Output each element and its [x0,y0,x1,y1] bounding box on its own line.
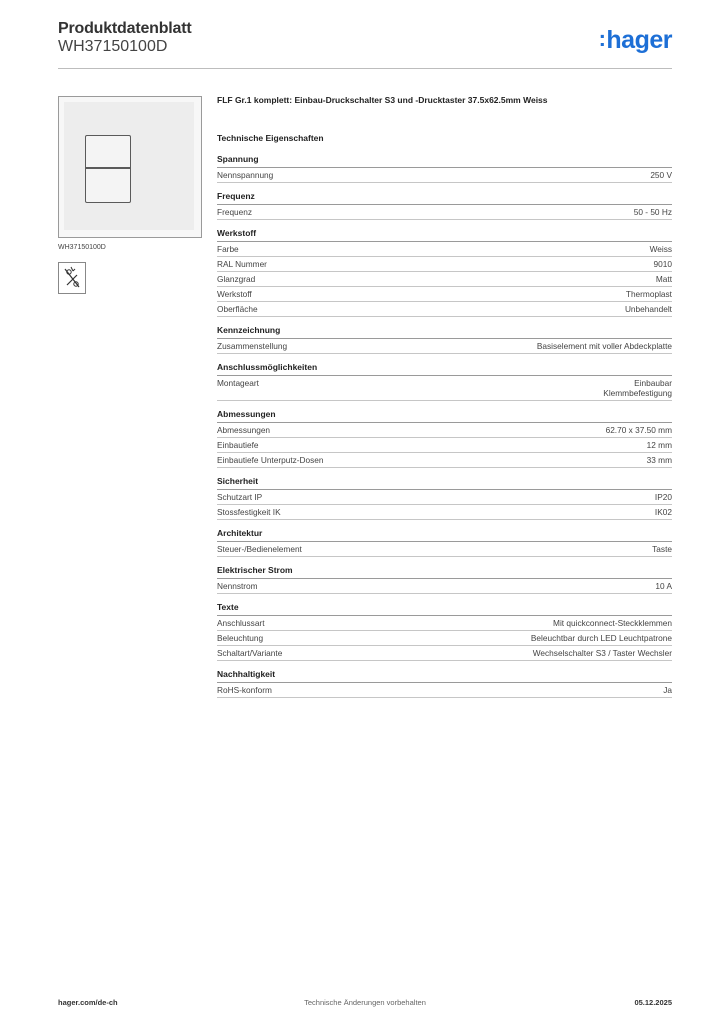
spec-label: Einbautiefe Unterputz-Dosen [217,455,324,465]
spec-row [217,631,672,646]
spec-row [217,168,672,183]
product-image [58,96,202,238]
spec-row [217,205,672,220]
footer-date: 05.12.2025 [634,998,672,1007]
spec-section-title: Anschlussmöglichkeiten [217,362,672,376]
spec-section-title: Nachhaltigkeit [217,669,672,683]
spec-row [217,257,672,272]
page-title: Produktdatenblatt [58,20,192,37]
rocker-split [86,167,130,169]
header-divider [58,68,672,69]
spec-section [217,409,672,468]
spec-section-title: Sicherheit [217,476,672,490]
spec-row [217,542,672,557]
spec-section [217,476,672,520]
spec-value: 50 - 50 Hz [633,207,672,217]
spec-section-title: Elektrischer Strom [217,565,672,579]
spec-label: Glanzgrad [217,274,256,284]
spec-section-title: Architektur [217,528,672,542]
spec-section [217,565,672,594]
product-image-caption: WH37150100D [58,244,106,251]
spec-value: Beleuchtbar durch LED Leuchtpatrone [530,633,672,643]
spec-value: Unbehandelt [624,304,672,314]
spec-sections [217,154,672,698]
spec-section-title: Texte [217,602,672,616]
footer-disclaimer: Technische Änderungen vorbehalten [304,998,426,1007]
spec-section-title: Kennzeichnung [217,325,672,339]
spec-row [217,453,672,468]
spec-label: Nennstrom [217,581,258,591]
spec-label: Abmessungen [217,425,271,435]
spec-label: Montageart [217,378,259,388]
spec-label: Stossfestigkeit IK [217,507,281,517]
spec-value: Einbaubar Klemmbefestigung [603,378,672,398]
section-heading-technical: Technische Eigenschaften [217,133,324,143]
spec-value: 250 V [650,170,672,180]
spec-row [217,490,672,505]
spec-section [217,325,672,354]
spec-section-title: Frequenz [217,191,672,205]
footer-website-link[interactable]: hager.com/de-ch [58,998,118,1007]
spec-section [217,154,672,183]
spec-section-title: Werkstoff [217,228,672,242]
cover-plate [64,102,194,230]
spec-value: Ja [663,685,672,695]
spec-label: Farbe [217,244,239,254]
page-header [58,20,672,70]
spec-section [217,228,672,317]
electrical-connection-icon [58,262,86,294]
spec-row [217,579,672,594]
spec-label: Frequenz [217,207,253,217]
spec-row [217,505,672,520]
spec-value: IK02 [654,507,672,517]
spec-section [217,669,672,698]
spec-value: 62.70 x 37.50 mm [605,425,672,435]
spec-label: Beleuchtung [217,633,264,643]
spec-section [217,602,672,661]
page-footer [58,998,672,1010]
spec-value: Matt [655,274,672,284]
spec-label: Zusammenstellung [217,341,288,351]
spec-row [217,242,672,257]
product-description: FLF Gr.1 komplett: Einbau-Druckschalter S3 und -Drucktaster 37.5x62.5mm Weiss [217,95,548,105]
spec-row [217,646,672,661]
spec-section-title: Abmessungen [217,409,672,423]
switch-rocker [85,135,131,203]
spec-section [217,528,672,557]
spec-row [217,683,672,698]
spec-section [217,362,672,401]
spec-value: IP20 [654,492,672,502]
spec-value: 10 A [655,581,672,591]
spec-row [217,287,672,302]
spec-row [217,376,672,401]
spec-label: Steuer-/Bedienelement [217,544,302,554]
spec-label: Anschlussart [217,618,265,628]
spec-value: Basiselement mit voller Abdeckplatte [536,341,672,351]
spec-value: Weiss [649,244,672,254]
spec-row [217,438,672,453]
spec-row [217,302,672,317]
spec-row [217,423,672,438]
spec-value: 33 mm [646,455,672,465]
spec-label: Nennspannung [217,170,274,180]
spec-row [217,272,672,287]
spec-row [217,339,672,354]
spec-section-title: Spannung [217,154,672,168]
spec-section [217,191,672,220]
spec-content [217,95,672,706]
spec-label: Schutzart IP [217,492,263,502]
product-number: WH37150100D [58,38,168,55]
spec-label: Oberfläche [217,304,258,314]
spec-value: Wechselschalter S3 / Taster Wechsler [532,648,672,658]
spec-label: Schaltart/Variante [217,648,283,658]
spec-value: Taste [652,544,672,554]
spec-label: Werkstoff [217,289,252,299]
spec-value: 9010 [653,259,672,269]
spec-label: RoHS-konform [217,685,272,695]
spec-value: Mit quickconnect-Steckklemmen [553,618,672,628]
spec-value: 12 mm [646,440,672,450]
spec-value: Thermoplast [625,289,672,299]
spec-label: Einbautiefe [217,440,259,450]
spec-row [217,616,672,631]
brand-logo[interactable]: :hager [598,26,672,54]
spec-label: RAL Nummer [217,259,267,269]
logo-mark-icon: : [598,26,606,51]
